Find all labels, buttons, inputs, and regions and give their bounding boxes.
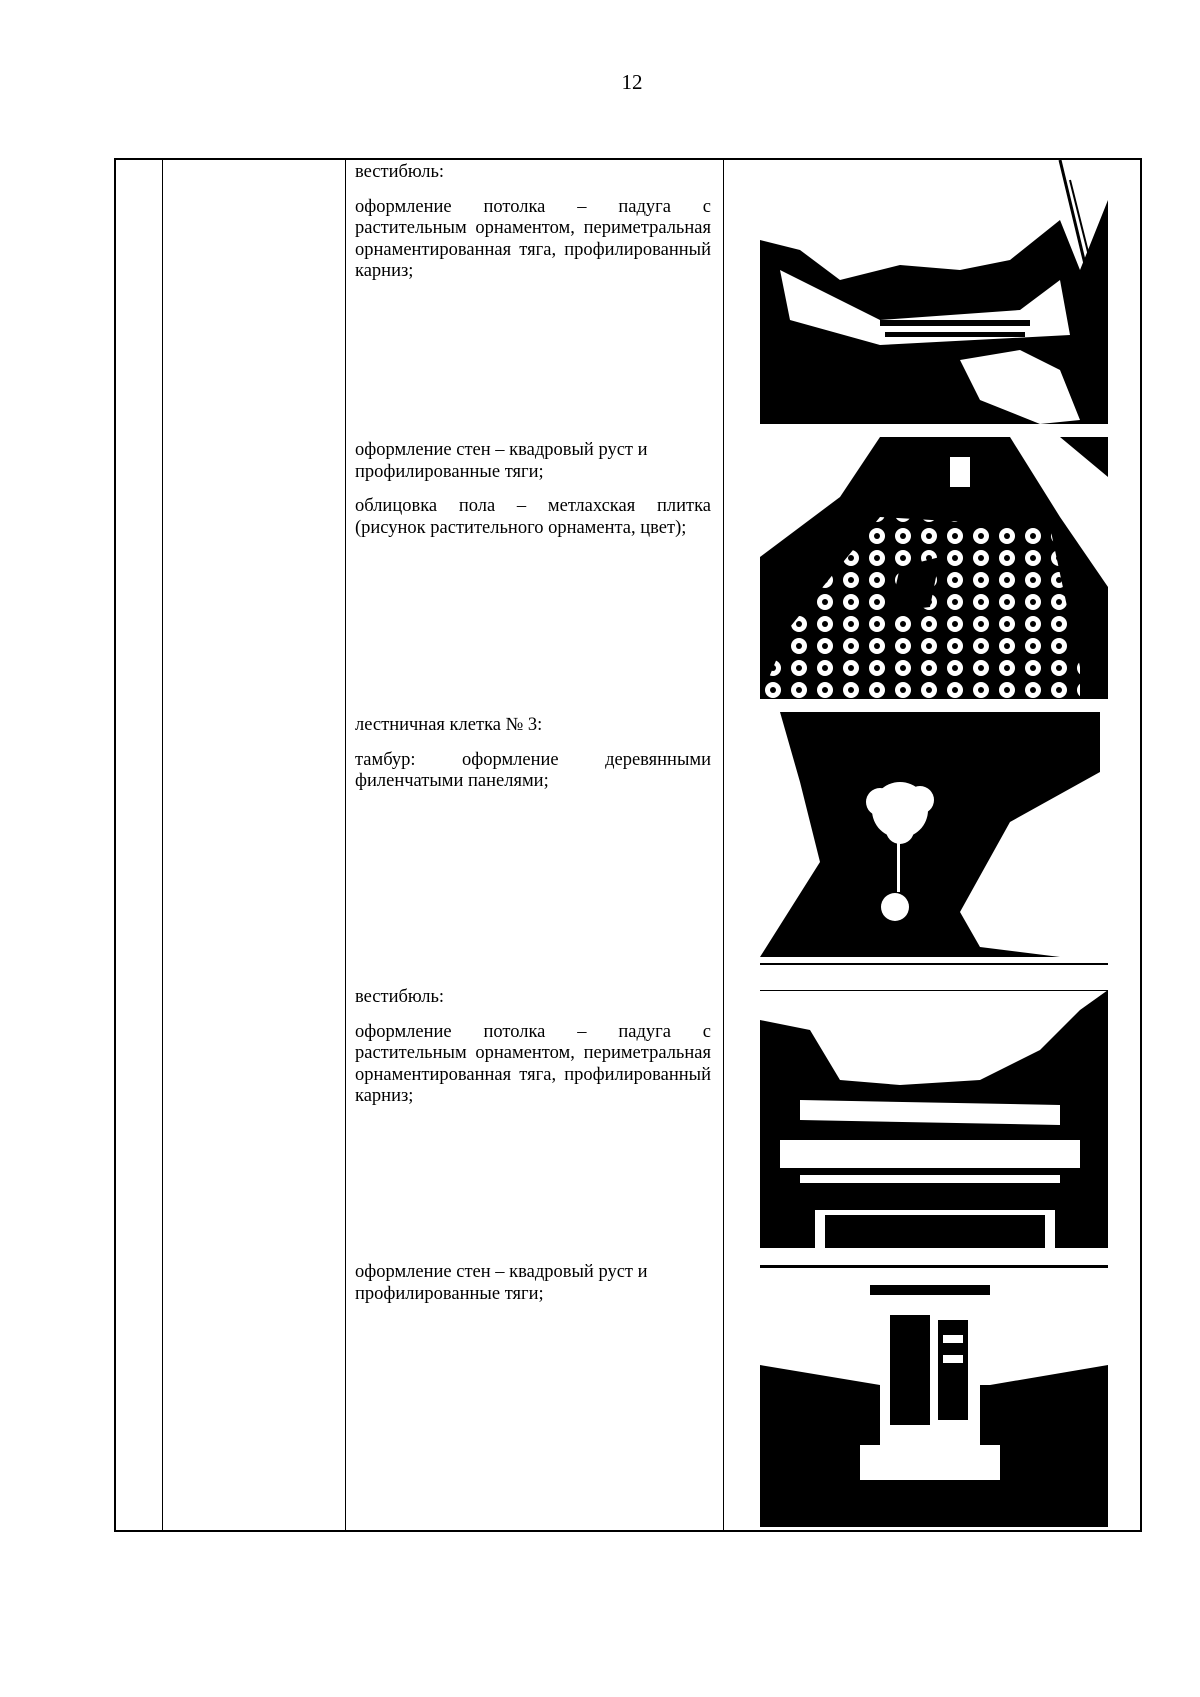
entry-text-1 bbox=[355, 162, 711, 296]
entry-text-3 bbox=[355, 715, 711, 806]
table-column-divider bbox=[723, 160, 724, 1530]
photo-ceiling-1 bbox=[760, 160, 1108, 424]
photo-stairwell bbox=[760, 1265, 1108, 1527]
entry-paragraph: облицовка пола – метлахская плитка (рисунок растительного орнамента, цвет); bbox=[355, 496, 711, 538]
entry-text-5 bbox=[355, 1262, 711, 1318]
entry-paragraph: оформление потолка – падуга с растительным орнаментом, периметральная орнаментированная тяга, профилированный карниз; bbox=[355, 1021, 711, 1106]
entry-text-4 bbox=[355, 987, 711, 1121]
photo-door-panels bbox=[760, 712, 1108, 972]
entry-heading: вестибюль: bbox=[355, 162, 445, 182]
entry-paragraph: оформление потолка – падуга с растительным орнаментом, периметральная орнаментированная тяга, профилированный карниз; bbox=[355, 196, 711, 281]
table-column-divider bbox=[162, 160, 163, 1530]
entry-paragraph: тамбур: оформление деревянными филенчатыми панелями; bbox=[355, 749, 711, 791]
table-column-divider bbox=[345, 160, 346, 1530]
photo-floor-tile bbox=[760, 437, 1108, 699]
entry-heading: лестничная клетка № 3: bbox=[355, 715, 543, 735]
page-number: 12 bbox=[621, 70, 643, 94]
entry-heading: оформление стен – квадровый руст и профилированные тяги; bbox=[355, 1262, 648, 1304]
entry-heading: вестибюль: bbox=[355, 987, 445, 1007]
entry-text-2 bbox=[355, 440, 711, 552]
photo-ceiling-2 bbox=[760, 990, 1108, 1248]
entry-heading: оформление стен – квадровый руст и профилированные тяги; bbox=[355, 440, 648, 482]
